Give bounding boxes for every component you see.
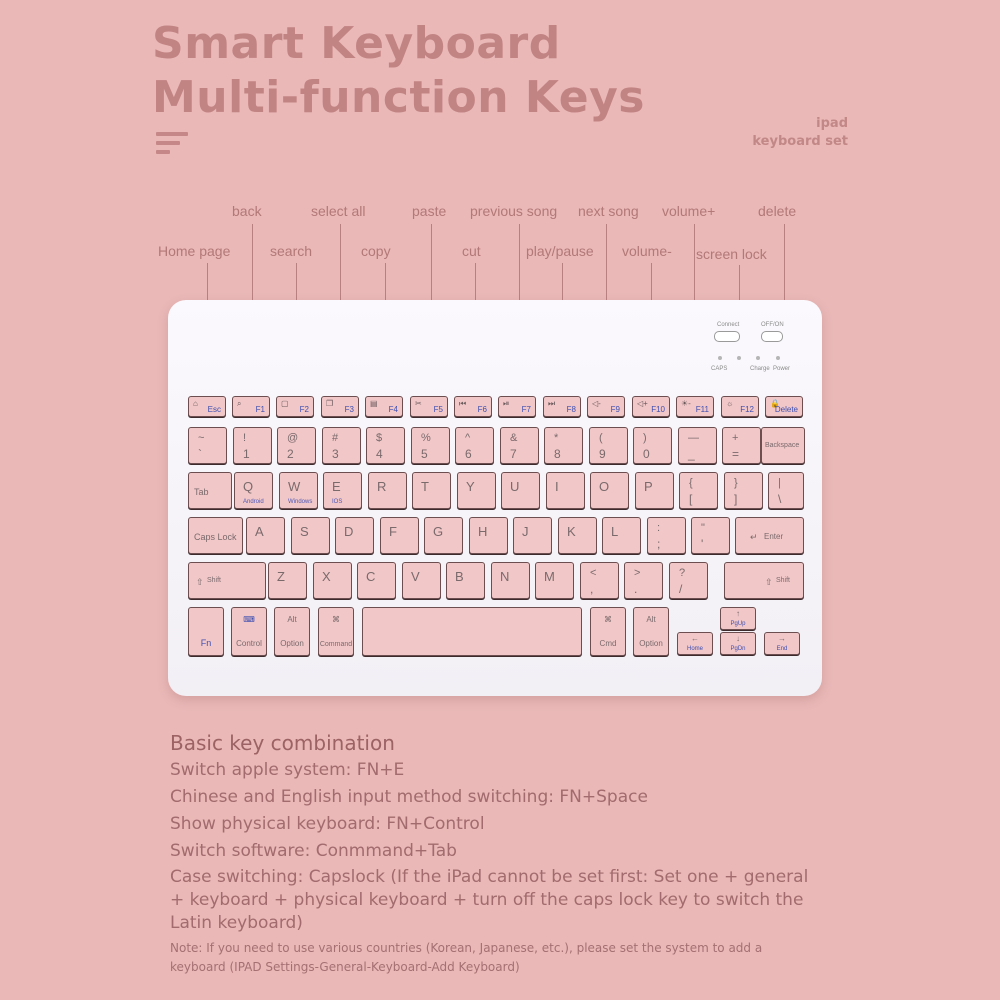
key-command[interactable]: ⌘ Command [318, 607, 354, 656]
label-home-page: Home page [158, 243, 231, 259]
key-cmd[interactable]: ⌘ Cmd [590, 607, 626, 656]
arrow-up-icon: ↑ [736, 609, 740, 618]
next-track-icon: ⏭ [548, 399, 556, 408]
key-backtick[interactable]: ~ ` [188, 427, 227, 464]
key-c[interactable]: C [357, 562, 396, 599]
key-m[interactable]: M [535, 562, 574, 599]
key-r[interactable]: R [368, 472, 407, 509]
key-f2[interactable]: ▢ F2 [276, 396, 314, 417]
label-volume-up: volume+ [662, 203, 716, 219]
key-period[interactable]: > . [624, 562, 663, 599]
enter-icon: ↵ [750, 532, 758, 542]
key-control[interactable]: ⌨ Control [231, 607, 267, 656]
copy-icon: ❐ [326, 399, 334, 408]
label-search: search [270, 243, 313, 259]
key-equals[interactable]: + = [722, 427, 761, 464]
key-d[interactable]: D [335, 517, 374, 554]
corner-line-2: keyboard set [752, 134, 848, 149]
key-5[interactable]: % 5 [411, 427, 450, 464]
key-s[interactable]: S [291, 517, 330, 554]
key-j[interactable]: J [513, 517, 552, 554]
brightness-down-icon: ☀- [681, 399, 691, 408]
key-quote[interactable]: " ' [691, 517, 730, 554]
key-f11[interactable]: ☀- F11 [676, 396, 714, 417]
key-f[interactable]: F [380, 517, 419, 554]
corner-line-1: ipad [816, 116, 848, 131]
label-cut: cut [462, 243, 481, 259]
key-f12[interactable]: ☼ F12 [721, 396, 759, 417]
key-home[interactable]: ← Home [677, 632, 713, 655]
key-v[interactable]: V [402, 562, 441, 599]
brightness-up-icon: ☼ [726, 399, 734, 408]
keyboard [168, 300, 822, 696]
key-4[interactable]: $ 4 [366, 427, 405, 464]
combo-line: Chinese and English input method switching: FN+Space [170, 787, 648, 807]
key-9[interactable]: ( 9 [589, 427, 628, 464]
key-1[interactable]: ! 1 [233, 427, 272, 464]
combo-line: Switch apple system: FN+E [170, 760, 405, 780]
key-comma[interactable]: < , [580, 562, 619, 599]
key-esc[interactable]: ⌂ Esc [188, 396, 226, 417]
key-f10[interactable]: ◁+ F10 [632, 396, 670, 417]
command-icon: ⌘ [332, 615, 340, 624]
home-icon: ⌂ [193, 399, 198, 408]
key-f3[interactable]: ❐ F3 [321, 396, 359, 417]
basic-heading: Basic key combination [170, 731, 395, 755]
title-line-2: Multi-function Keys [152, 72, 645, 123]
caps-led-label: CAPS [711, 366, 728, 372]
keyboard-icon: ⌨ [243, 615, 255, 624]
note-text: Note: If you need to use various countries (Korean, Japanese, etc.), please set the system to add a keyboard (IPAD Settings-General-Keyboard-Add Keyboard) [170, 941, 763, 974]
label-next-song: next song [578, 203, 639, 219]
combo-line: Show physical keyboard: FN+Control [170, 814, 485, 834]
arrow-right-icon: → [778, 634, 786, 643]
charge-led-label: Charge [750, 366, 770, 372]
key-left-option[interactable]: Alt Option [274, 607, 310, 656]
key-space[interactable] [362, 607, 582, 656]
key-k[interactable]: K [558, 517, 597, 554]
previous-track-icon: ⏮ [459, 399, 467, 408]
key-tab[interactable]: Tab [188, 472, 232, 509]
key-z[interactable]: Z [268, 562, 307, 599]
key-right-bracket[interactable]: } ] [724, 472, 763, 509]
arrow-left-icon: ← [691, 634, 699, 643]
label-copy: copy [361, 243, 391, 259]
key-x[interactable]: X [313, 562, 352, 599]
key-a[interactable]: A [246, 517, 285, 554]
caps-led [718, 356, 722, 360]
label-volume-down: volume- [622, 243, 672, 259]
label-select-all: select all [311, 203, 366, 219]
key-slash[interactable]: ? / [669, 562, 708, 599]
key-fn[interactable]: Fn [188, 607, 224, 656]
key-e[interactable]: E IOS [323, 472, 362, 509]
key-f4[interactable]: ▤ F4 [365, 396, 403, 417]
command-icon: ⌘ [604, 615, 612, 624]
key-left-shift[interactable]: ⇧ Shift [188, 562, 266, 599]
key-backslash[interactable]: | \ [768, 472, 804, 509]
case-switching-text: Case switching: Capslock (If the iPad cannot be set first: Set one + general + keyboard + physical keyboard + turn off the caps lock key to switch the Latin keyboard) [170, 867, 809, 933]
key-f9[interactable]: ◁- F9 [587, 396, 625, 417]
key-q[interactable]: Q Android [234, 472, 273, 509]
title-line-1: Smart Keyboard [152, 18, 561, 69]
scissors-icon: ✂ [415, 399, 422, 408]
power-switch[interactable] [761, 331, 783, 342]
label-delete: delete [758, 203, 797, 219]
key-l[interactable]: L [602, 517, 641, 554]
key-semicolon[interactable]: : ; [647, 517, 686, 554]
key-backspace[interactable]: Backspace [761, 427, 805, 464]
key-h[interactable]: H [469, 517, 508, 554]
key-n[interactable]: N [491, 562, 530, 599]
key-right-shift[interactable]: ⇧ Shift [724, 562, 804, 599]
key-i[interactable]: I [546, 472, 585, 509]
volume-up-icon: ◁+ [637, 399, 648, 408]
corner-caption [752, 115, 848, 151]
key-enter[interactable]: ↵ Enter [735, 517, 804, 554]
play-pause-icon: ⏯ [503, 399, 510, 408]
connect-button[interactable] [714, 331, 740, 342]
label-screen-lock: screen lock [696, 246, 767, 262]
key-3[interactable]: # 3 [322, 427, 361, 464]
label-play-pause: play/pause [526, 243, 594, 259]
key-pgdn[interactable]: ↓ PgDn [720, 632, 756, 655]
key-w[interactable]: W Windows [279, 472, 318, 509]
key-f7[interactable]: ⏯ F7 [498, 396, 536, 417]
combo-line: Switch software: Conmmand+Tab [170, 841, 457, 861]
key-o[interactable]: O [590, 472, 629, 509]
label-previous-song: previous song [470, 203, 558, 219]
key-b[interactable]: B [446, 562, 485, 599]
label-back: back [232, 203, 262, 219]
basic-key-combination [170, 731, 810, 977]
key-pgup[interactable]: ↑ PgUp [720, 607, 756, 630]
lock-icon: 🔒 [770, 399, 780, 408]
bluetooth-led [737, 356, 741, 360]
key-left-bracket[interactable]: { [ [679, 472, 718, 509]
key-delete[interactable]: 🔒 Delete [765, 396, 803, 417]
connect-label: Connect [717, 322, 740, 328]
key-caps-lock[interactable]: Caps Lock [188, 517, 243, 554]
search-icon: ⌕ [237, 399, 242, 408]
key-g[interactable]: G [424, 517, 463, 554]
key-6[interactable]: ^ 6 [455, 427, 494, 464]
key-y[interactable]: Y [457, 472, 496, 509]
key-0[interactable]: ) 0 [633, 427, 672, 464]
menu-icon [156, 132, 188, 159]
key-minus[interactable]: — _ [678, 427, 717, 464]
key-f8[interactable]: ⏭ F8 [543, 396, 581, 417]
key-t[interactable]: T [412, 472, 451, 509]
select-all-icon: ▢ [281, 399, 289, 408]
key-8[interactable]: * 8 [544, 427, 583, 464]
key-p[interactable]: P [635, 472, 674, 509]
arrow-down-icon: ↓ [736, 634, 740, 643]
paste-icon: ▤ [370, 399, 378, 408]
key-f1[interactable]: ⌕ F1 [232, 396, 270, 417]
key-u[interactable]: U [501, 472, 540, 509]
power-switch-label: OFF/ON [761, 322, 784, 328]
label-paste: paste [412, 203, 447, 219]
key-right-option[interactable]: Alt Option [633, 607, 669, 656]
charge-led [756, 356, 760, 360]
key-7[interactable]: & 7 [500, 427, 539, 464]
shift-icon: ⇧ [196, 577, 204, 587]
key-2[interactable]: @ 2 [277, 427, 316, 464]
power-led-label: Power [773, 366, 791, 372]
volume-down-icon: ◁- [592, 399, 601, 408]
shift-icon: ⇧ [765, 577, 773, 587]
key-end[interactable]: → End [764, 632, 800, 655]
power-led [776, 356, 780, 360]
key-f5[interactable]: ✂ F5 [410, 396, 448, 417]
key-f6[interactable]: ⏮ F6 [454, 396, 492, 417]
